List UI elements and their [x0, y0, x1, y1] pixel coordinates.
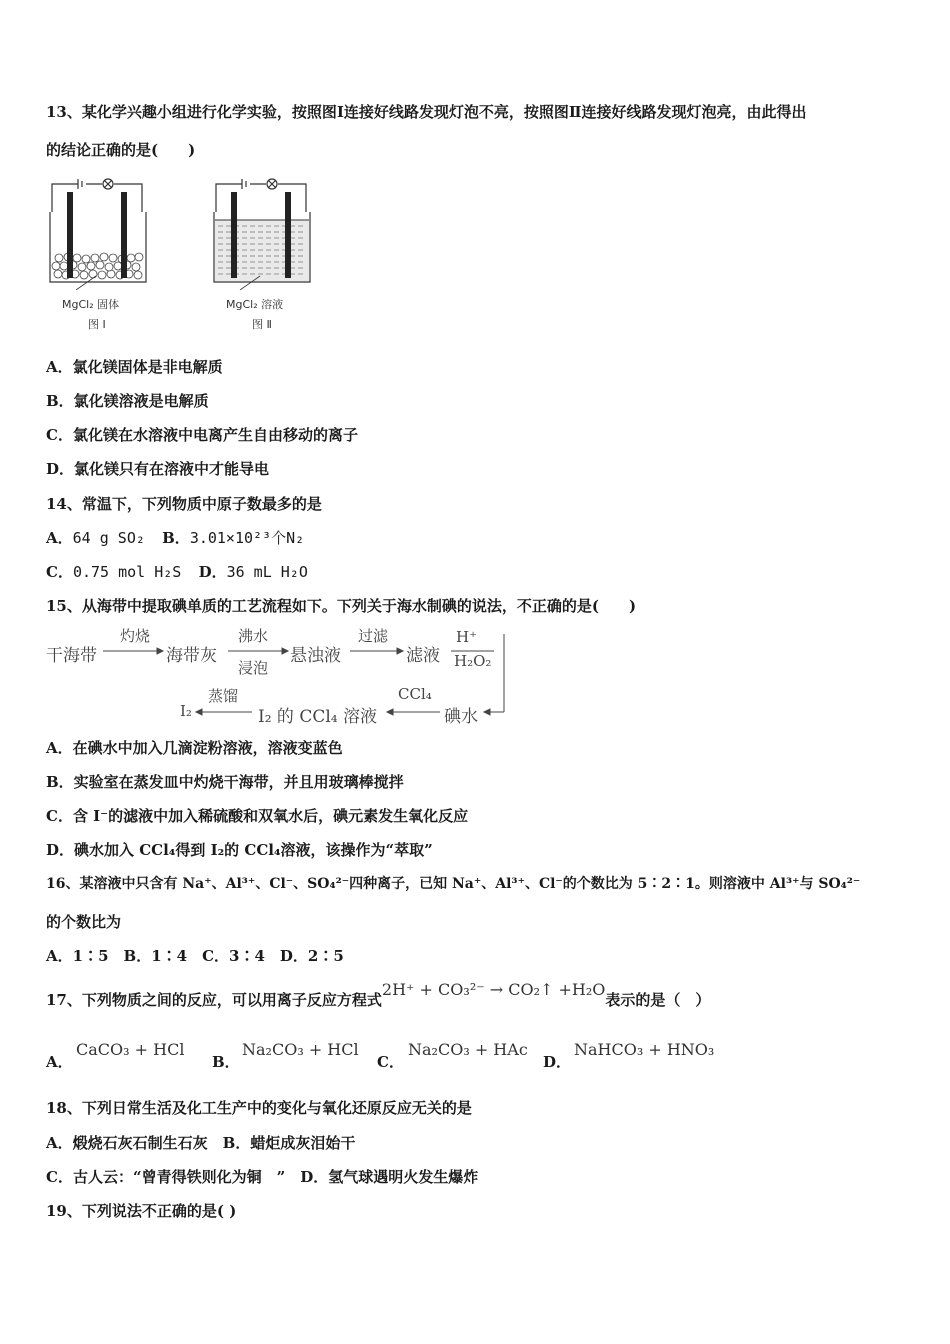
q14-options-cd — [46, 562, 308, 582]
q17-option-c-formula: Na₂CO₃ + HAc — [408, 1040, 528, 1059]
q17-stem-suffix: 表示的是（ ） — [605, 991, 711, 1009]
flow-arrow-label-boiling-water: 沸水 — [238, 627, 269, 645]
q14-option-a-label: A． — [46, 529, 73, 547]
flow-reagent-h-plus: H⁺ — [456, 628, 477, 646]
q14-option-d-label: D． — [198, 563, 227, 581]
figure-1-caption: 图 Ⅰ — [88, 318, 106, 331]
q14-option-d-text: 36 mL H₂O — [226, 563, 308, 581]
q17-option-b-formula: Na₂CO₃ + HCl — [242, 1040, 359, 1059]
q14-stem: 14、常温下，下列物质中原子数最多的是 — [46, 495, 322, 513]
flow-node-kelp-ash: 海带灰 — [166, 646, 217, 666]
flow-arrow-label-burn: 灼烧 — [120, 627, 151, 645]
flow-node-i2-ccl4-solution: I₂ 的 CCl₄ 溶液 — [258, 707, 378, 727]
q13-option-a: A．氯化镁固体是非电解质 — [46, 358, 223, 376]
q17-option-a-formula: CaCO₃ + HCl — [76, 1040, 185, 1059]
flow-arrow-label-soak: 浸泡 — [238, 659, 269, 677]
q17-option-b-label: B． — [212, 1053, 240, 1071]
q17-stem — [46, 980, 711, 1010]
q13-option-d: D．氯化镁只有在溶液中才能导电 — [46, 460, 270, 478]
q15-option-b: B．实验室在蒸发皿中灼烧干海带，并且用玻璃棒搅拌 — [46, 773, 404, 791]
q15-option-c: C．含 I⁻的滤液中加入稀硫酸和双氧水后，碘元素发生氧化反应 — [46, 807, 469, 825]
q14-option-b-label: B． — [162, 529, 190, 547]
q17-ionic-equation: 2H⁺ + CO₃²⁻ → CO₂↑ +H₂O — [381, 980, 606, 999]
q14-option-c-label: C． — [46, 563, 73, 581]
q15-flow-diagram — [46, 622, 516, 726]
q13-option-c: C．氯化镁在水溶液中电离产生自由移动的离子 — [46, 426, 358, 444]
figure-1-label: MgCl₂ 固体 — [62, 298, 120, 311]
flow-arrow-label-ccl4: CCl₄ — [398, 685, 432, 703]
flow-arrow-label-distill: 蒸馏 — [208, 687, 239, 705]
q14-option-a-text: 64 g SO₂ — [72, 529, 145, 547]
q17-option-c-label: C． — [377, 1053, 404, 1071]
q14-options-ab — [46, 528, 304, 548]
q15-option-a: A．在碘水中加入几滴淀粉溶液，溶液变蓝色 — [46, 739, 343, 757]
figure-2-label: MgCl₂ 溶液 — [226, 298, 284, 311]
q13-option-b: B．氯化镁溶液是电解质 — [46, 392, 209, 410]
flow-node-filtrate: 滤液 — [406, 646, 440, 666]
q13-stem-line1: 13、某化学兴趣小组进行化学实验，按照图Ⅰ连接好线路发现灯泡不亮，按照图Ⅱ连接好线路发现灯泡亮，由此得出 — [46, 103, 807, 121]
q17-option-a-label: A． — [46, 1053, 73, 1071]
q17-option-d-label: D． — [543, 1053, 572, 1071]
flow-node-suspension: 悬浊液 — [290, 646, 341, 666]
q19-stem: 19、下列说法不正确的是( ) — [46, 1202, 237, 1220]
q18-stem: 18、下列日常生活及化工生产中的变化与氧化还原反应无关的是 — [46, 1099, 472, 1117]
figure-2-circuit — [210, 178, 315, 290]
q16-options: A．1∶5 B．1∶4 C．3∶4 D．2∶5 — [46, 947, 344, 965]
q15-stem: 15、从海带中提取碘单质的工艺流程如下。下列关于海水制碘的说法，不正确的是( ) — [46, 597, 637, 615]
figure-1-circuit — [46, 178, 151, 290]
figure-2-caption: 图 Ⅱ — [252, 318, 272, 331]
q17-stem-prefix: 17、下列物质之间的反应，可以用离子反应方程式 — [46, 991, 382, 1009]
q14-option-b-text: 3.01×10²³个N₂ — [189, 529, 305, 547]
q17-option-d-formula: NaHCO₃ + HNO₃ — [574, 1040, 715, 1059]
q14-option-c-text: 0.75 mol H₂S — [72, 563, 182, 581]
q16-stem-line1: 16、某溶液中只含有 Na⁺、Al³⁺、Cl⁻、SO₄²⁻四种离子，已知 Na⁺、Al³⁺、Cl⁻的个数比为 5∶2∶1。则溶液中 Al³⁺与 SO₄²⁻ — [46, 876, 861, 892]
q18-options-cd: C．古人云：“曾青得铁则化为铜 ” D．氢气球遇明火发生爆炸 — [46, 1168, 479, 1186]
q15-option-d: D．碘水加入 CCl₄得到 I₂的 CCl₄溶液，该操作为“萃取” — [46, 841, 433, 859]
flow-reagent-h2o2: H₂O₂ — [454, 652, 492, 670]
flow-arrow-label-filter: 过滤 — [358, 627, 389, 645]
q13-stem-line2: 的结论正确的是( ) — [46, 141, 196, 159]
q16-stem-line2: 的个数比为 — [46, 913, 122, 931]
flow-node-dry-kelp: 干海带 — [46, 646, 97, 666]
flow-node-i2: I₂ — [180, 702, 192, 720]
flow-node-iodine-water: 碘水 — [444, 707, 478, 727]
q18-options-ab: A．煅烧石灰石制生石灰 B．蜡炬成灰泪始干 — [46, 1134, 356, 1152]
